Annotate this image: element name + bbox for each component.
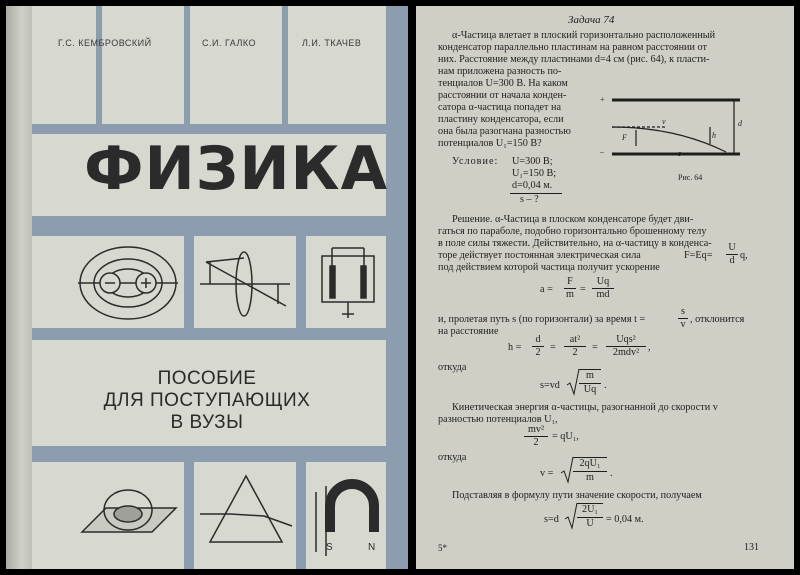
svg-text:N: N bbox=[368, 542, 376, 553]
formula-h-den: 2mdv² bbox=[612, 347, 640, 358]
formula-accel-num: F bbox=[567, 276, 573, 287]
fig-label-v: v bbox=[662, 117, 666, 126]
formula-kin-num: mv² bbox=[527, 424, 545, 435]
formula-accel: a = bbox=[540, 284, 553, 295]
fig-label-d: d bbox=[738, 119, 742, 128]
cover-band bbox=[32, 446, 408, 462]
problem-header: Задача 74 bbox=[568, 14, 615, 26]
cover-author: Л.И. ТКАЧЕВ bbox=[302, 38, 362, 48]
formula-v-tail: . bbox=[610, 468, 613, 479]
formula-h: h = bbox=[508, 342, 522, 353]
cover-band bbox=[32, 124, 408, 134]
cover-band bbox=[296, 236, 306, 328]
subst-text: Подставляя в формулу пути значение скорости, получаем bbox=[452, 490, 702, 501]
problem-line: α-Частица влетает в плоский горизонтально расположенный bbox=[452, 30, 716, 41]
book-page bbox=[416, 6, 794, 569]
fig-label-F: F bbox=[622, 133, 627, 142]
formula-force-den: d bbox=[729, 255, 735, 266]
cover-band bbox=[282, 6, 288, 126]
problem-line: сатора α-частица попадет на bbox=[438, 102, 561, 113]
cover-subtitle: ДЛЯ ПОСТУПАЮЩИХ bbox=[103, 390, 311, 411]
footer-signature: 5* bbox=[438, 543, 447, 553]
sqrt-sign bbox=[566, 368, 580, 396]
condition-label: Условие: bbox=[452, 156, 499, 167]
cover-band bbox=[184, 6, 190, 126]
problem-line: конденсатор параллельно пластинам на равном расстоянии от bbox=[438, 42, 707, 53]
fig-label-h: h bbox=[712, 131, 716, 140]
cover-subtitle: ПОСОБИЕ bbox=[157, 368, 257, 389]
formula-s2: s=d bbox=[544, 514, 559, 525]
formula-s1-num: m bbox=[586, 370, 594, 381]
solution-line: под действием которой частица получит ускорение bbox=[438, 262, 660, 273]
formula-v: v = bbox=[540, 468, 554, 479]
electric-field-icon bbox=[76, 240, 180, 326]
otkuda-text: откуда bbox=[438, 452, 467, 463]
fig-label-s: s bbox=[678, 149, 682, 158]
cover-band bbox=[296, 462, 306, 569]
prism-icon bbox=[198, 468, 294, 552]
cover-band bbox=[184, 462, 194, 569]
formula-h-eq: = bbox=[592, 342, 598, 353]
path-text: , отклонится bbox=[690, 314, 745, 325]
book-cover bbox=[6, 6, 408, 569]
cover-author: С.И. ГАЛКО bbox=[202, 38, 256, 48]
formula-force-tail: q, bbox=[740, 250, 748, 261]
sqrt-sign bbox=[564, 502, 578, 530]
formula-accel-num: Uq bbox=[596, 276, 610, 287]
formula-t-num: s bbox=[681, 306, 685, 317]
formula-s1-den: Uq bbox=[583, 384, 597, 395]
figure-caption: Рис. 64 bbox=[678, 173, 703, 182]
cover-title: ФИЗИКА bbox=[84, 134, 389, 204]
formula-accel-den: m bbox=[566, 289, 574, 300]
path-text: и, пролетая путь s (по горизонтали) за время t = bbox=[438, 314, 646, 325]
problem-line: нам приложена разность по- bbox=[438, 66, 562, 77]
book-spine bbox=[6, 6, 32, 569]
condition-unknown: s – ? bbox=[520, 194, 539, 205]
problem-line: пластину конденсатора, если bbox=[438, 114, 564, 125]
formula-accel-den: md bbox=[596, 289, 610, 300]
electrolysis-icon bbox=[312, 242, 384, 326]
formula-h-num: at² bbox=[569, 334, 581, 345]
solution-line: в поле силы тяжести. Действительно, на α-частицу в конденса- bbox=[438, 238, 712, 249]
condition-line: d=0,04 м. bbox=[512, 180, 553, 191]
formula-v-den: m bbox=[586, 472, 594, 483]
svg-text:S: S bbox=[326, 542, 333, 553]
otkuda-text: откуда bbox=[438, 362, 467, 373]
cover-band bbox=[386, 6, 408, 569]
formula-h-tail: , bbox=[648, 342, 651, 353]
formula-force: F=Eq= bbox=[684, 250, 713, 261]
condition-line: U₁=150 В; bbox=[512, 168, 557, 179]
formula-s1: s=vd bbox=[540, 380, 560, 391]
formula-s2-den: U bbox=[586, 518, 594, 529]
cover-band bbox=[32, 216, 408, 236]
solution-line: гаться по параболе, подобно горизонтально брошенному телу bbox=[438, 226, 707, 237]
solution-line: Решение. α-Частица в плоском конденсаторе будет дви- bbox=[452, 214, 694, 225]
formula-force-num: U bbox=[728, 242, 736, 253]
page-number: 131 bbox=[744, 542, 759, 553]
formula-h-eq: = bbox=[550, 342, 556, 353]
ring-plate-icon bbox=[76, 470, 180, 550]
formula-t-den: v bbox=[680, 319, 686, 330]
formula-v-num: 2qU₁ bbox=[579, 458, 601, 469]
fig-label-minus: – bbox=[600, 147, 604, 156]
problem-line: она была разогнана разностью bbox=[438, 126, 571, 137]
formula-s1-tail: . bbox=[604, 380, 607, 391]
cover-band bbox=[32, 328, 408, 340]
solution-line: торе действует постоянная электрическая сила bbox=[438, 250, 641, 261]
formula-h-num: Uqs² bbox=[616, 334, 636, 345]
formula-kin-rhs: = qU₁, bbox=[552, 431, 579, 442]
problem-line: потенциалов U₁=150 В? bbox=[438, 138, 542, 149]
formula-h-den: 2 bbox=[572, 347, 578, 358]
condition-line: U=300 В; bbox=[512, 156, 553, 167]
formula-s2-num: 2U₁ bbox=[581, 504, 598, 515]
sqrt-sign bbox=[560, 456, 574, 484]
path-text: на расстояние bbox=[438, 326, 499, 337]
formula-s2-tail: = 0,04 м. bbox=[606, 514, 644, 525]
kinetic-text: разностью потенциалов U₁, bbox=[438, 414, 558, 425]
problem-line: них. Расстояние между пластинами d=4 см (рис. 64), к пласти- bbox=[438, 54, 710, 65]
formula-h-den: 2 bbox=[535, 347, 541, 358]
cover-band bbox=[96, 6, 102, 126]
cover-author: Г.С. КЕМБРОВСКИЙ bbox=[58, 38, 152, 48]
formula-h-num: d bbox=[535, 334, 541, 345]
problem-line: тенциалов U=300 В. На каком bbox=[438, 78, 568, 89]
fig-label-plus: + bbox=[600, 95, 605, 104]
cover-subtitle: В ВУЗЫ bbox=[170, 412, 244, 433]
lens-optics-icon bbox=[196, 244, 294, 324]
formula-kin-den: 2 bbox=[533, 437, 539, 448]
magnet-icon bbox=[310, 472, 386, 562]
formula-accel-eq: = bbox=[580, 284, 586, 295]
problem-line: расстоянии от начала конден- bbox=[438, 90, 567, 101]
cover-band bbox=[184, 236, 194, 328]
kinetic-text: Кинетическая энергия α-частицы, разогнанной до скорости v bbox=[452, 402, 718, 413]
